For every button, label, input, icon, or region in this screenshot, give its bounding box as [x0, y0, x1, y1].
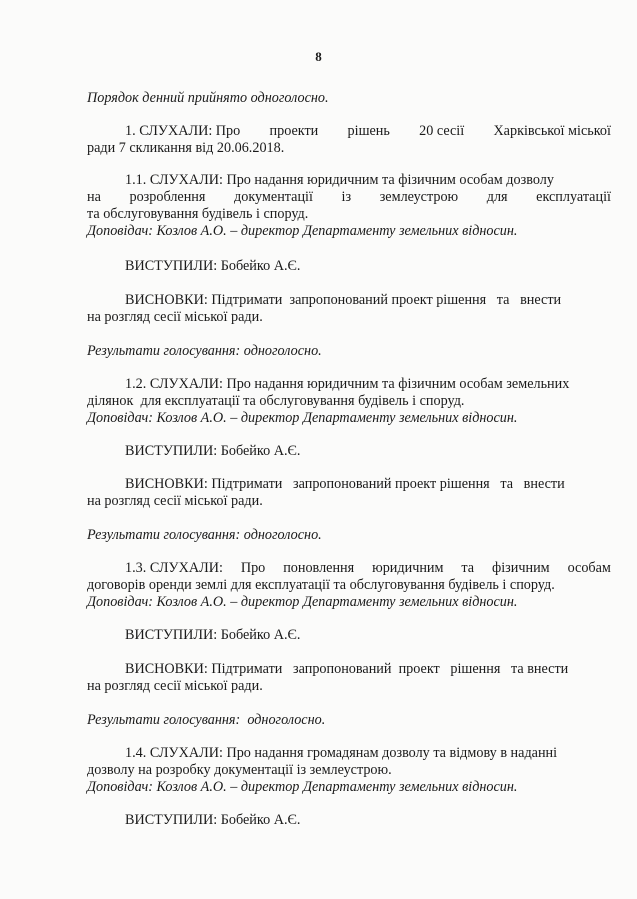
item-1-2-vote-result: Результати голосування: одноголосно.: [87, 527, 322, 543]
item-1-1: [87, 172, 611, 240]
item-1-3-heard: 1.3. СЛУХАЛИ: Про поновлення юридичним та фізичним особам: [125, 560, 611, 576]
item-1-1-spoke: ВИСТУПИЛИ: Бобейко А.Є.: [125, 258, 301, 274]
item-1-2-heard-line-2: ділянок для експлуатації та обслуговування будівель і споруд.: [87, 393, 465, 409]
item-1-3-vote-result: Результати голосування: одноголосно.: [87, 712, 326, 728]
item-1-line-2: ради 7 скликання від 20.06.2018.: [87, 140, 285, 156]
item-1-4-heard: 1.4. СЛУХАЛИ: Про надання громадянам дозволу та відмову в наданні: [125, 745, 558, 761]
item-1-1-heard-line-2: на розроблення документації із землеустрою для експлуатації: [87, 189, 611, 205]
agenda-approval-note: Порядок денний прийнято одноголосно.: [87, 90, 329, 106]
item-1-3-speaker: Доповідач: Козлов А.О. – директор Департаменту земельних відносин.: [87, 594, 518, 610]
item-1-4: [87, 745, 611, 796]
item-1-1-heard-line-3: та обслуговування будівель і споруд.: [87, 206, 309, 222]
item-1-1-conclusion: ВИСНОВКИ: Підтримати запропонований проект рішення та внести на розгляд сесії міської ради.: [87, 292, 562, 325]
item-1-3-heard-line-2: договорів оренди землі для експлуатації та обслуговування будівель і споруд.: [87, 577, 555, 593]
item-1-4-speaker: Доповідач: Козлов А.О. – директор Департаменту земельних відносин.: [87, 779, 518, 795]
item-1-1-heard: 1.1. СЛУХАЛИ: Про надання юридичним та фізичним особам дозволу: [125, 172, 554, 188]
item-1-2-spoke: ВИСТУПИЛИ: Бобейко А.Є.: [125, 443, 301, 459]
item-1-3-conclusion: ВИСНОВКИ: Підтримати запропонований проект рішення та внести на розгляд сесії міської ради.: [87, 661, 569, 694]
item-1-2-heard: 1.2. СЛУХАЛИ: Про надання юридичним та фізичним особам земельних: [125, 376, 570, 392]
item-1: [87, 123, 611, 157]
item-1-3-spoke: ВИСТУПИЛИ: Бобейко А.Є.: [125, 627, 301, 643]
item-1-1-vote-result: Результати голосування: одноголосно.: [87, 343, 322, 359]
item-1-4-spoke: ВИСТУПИЛИ: Бобейко А.Є.: [125, 812, 301, 828]
item-1-2-conclusion: ВИСНОВКИ: Підтримати запропонований проект рішення та внести на розгляд сесії міської ради.: [87, 476, 565, 509]
item-1-3: [87, 560, 611, 611]
item-1-2: [87, 376, 611, 427]
item-1-1-speaker: Доповідач: Козлов А.О. – директор Департаменту земельних відносин.: [87, 223, 518, 239]
item-1-line-1: 1. СЛУХАЛИ: Про проекти рішень 20 сесії Харківської міської: [125, 123, 611, 139]
item-1-2-speaker: Доповідач: Козлов А.О. – директор Департаменту земельних відносин.: [87, 410, 518, 426]
page-number: 8: [315, 49, 322, 64]
item-1-4-heard-line-2: дозволу на розробку документації із землеустрою.: [87, 762, 392, 778]
